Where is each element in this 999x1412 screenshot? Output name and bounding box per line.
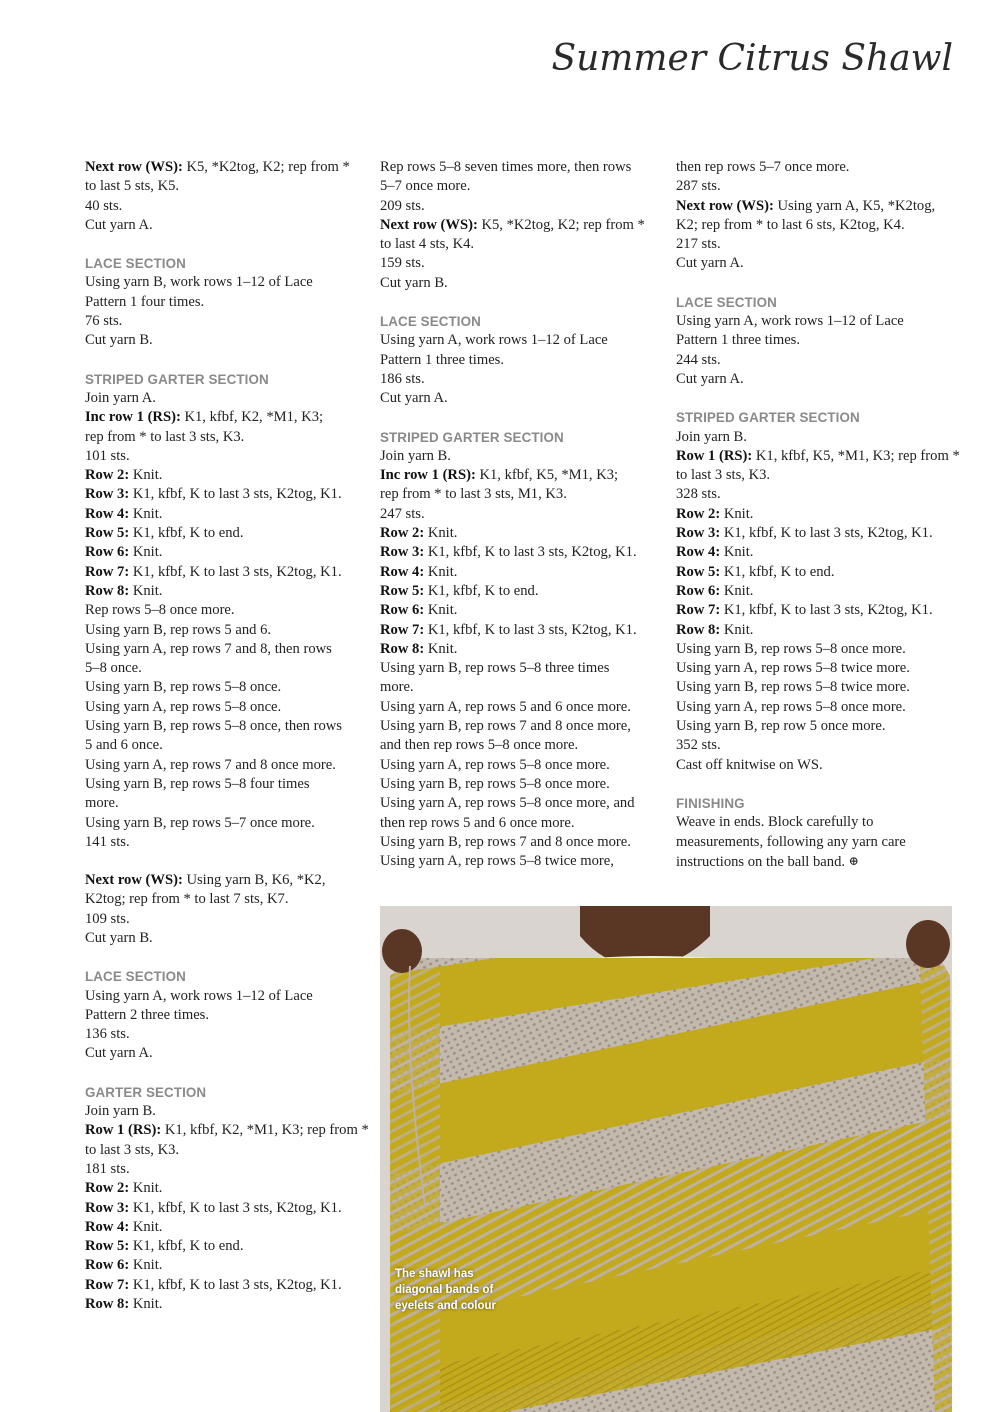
instruction-text: K1, kfbf, K to last 3 sts, K2tog, K1. — [129, 1276, 342, 1293]
pattern-line — [380, 814, 658, 833]
pattern-line — [676, 852, 956, 872]
instruction-text: Cut yarn A. — [380, 390, 448, 407]
pattern-line — [676, 428, 956, 447]
pattern-line — [676, 717, 956, 736]
section-heading: LACE SECTION — [85, 256, 186, 272]
instruction-text: 76 sts. — [85, 313, 123, 330]
pattern-line — [676, 543, 956, 562]
instruction-text: to last 3 sts, K3. — [676, 467, 771, 484]
pattern-line — [380, 505, 658, 524]
pattern-line — [85, 1160, 363, 1179]
pattern-line — [380, 197, 658, 216]
pattern-line — [676, 254, 956, 273]
instruction-text: to last 4 sts, K4. — [380, 236, 475, 253]
pattern-line — [85, 1179, 363, 1198]
instruction-text: Using yarn B, rep rows 5–8 twice more. — [676, 679, 910, 696]
instruction-text: Join yarn B. — [380, 447, 451, 464]
instruction-text: Join yarn B. — [676, 428, 747, 445]
row-label: Row 4: — [85, 1218, 130, 1235]
pattern-line — [85, 563, 363, 582]
instruction-text: Using yarn A, work rows 1–12 of Lace — [676, 313, 904, 330]
pattern-line — [85, 678, 363, 697]
instruction-text: K1, kfbf, K to last 3 sts, K2tog, K1. — [129, 486, 342, 503]
pattern-line — [85, 1025, 363, 1044]
pattern-line — [676, 177, 956, 196]
instruction-text: more. — [85, 795, 119, 812]
row-label: Row 4: — [380, 563, 425, 580]
instruction-text: 5–8 once. — [85, 660, 142, 677]
pattern-line — [676, 698, 956, 717]
pattern-line — [85, 197, 363, 216]
pattern-line — [380, 563, 658, 582]
instruction-text: Using yarn A, K5, *K2tog, — [773, 197, 936, 214]
instruction-text: Cut yarn A. — [676, 255, 744, 272]
row-label: Row 5: — [380, 582, 425, 599]
instruction-text: 141 sts. — [85, 833, 130, 850]
pattern-line — [380, 678, 658, 697]
pattern-line — [380, 775, 658, 794]
pattern-line — [380, 659, 658, 678]
instruction-text: K1, kfbf, K2, *M1, K3; — [180, 409, 324, 426]
pattern-line — [85, 621, 363, 640]
instruction-text: 186 sts. — [380, 370, 425, 387]
pattern-line — [85, 1295, 363, 1314]
pattern-line — [676, 312, 956, 331]
instruction-text: K1, kfbf, K to end. — [720, 563, 835, 580]
instruction-text: Using yarn B, rep rows 5–8 once more. — [676, 640, 906, 657]
pattern-line — [85, 890, 363, 909]
pattern-line — [85, 582, 363, 601]
instruction-text: Using yarn B, rep rows 7 and 8 once more, — [380, 718, 631, 735]
section-heading: STRIPED GARTER SECTION — [85, 371, 269, 387]
section-heading: LACE SECTION — [676, 294, 777, 310]
row-label: Row 7: — [676, 602, 721, 619]
instruction-text: Knit. — [424, 563, 458, 580]
pattern-line — [380, 274, 658, 293]
pattern-line — [676, 485, 956, 504]
instruction-text: Using yarn B, rep rows 5 and 6. — [85, 621, 272, 638]
instruction-text: Cut yarn A. — [85, 1045, 153, 1062]
instruction-text: more. — [380, 679, 414, 696]
instruction-text: measurements, following any yarn care — [676, 833, 906, 850]
instruction-text: Knit. — [129, 544, 163, 561]
pattern-line — [676, 158, 956, 177]
instruction-text: K1, kfbf, K to last 3 sts, K2tog, K1. — [129, 1199, 342, 1216]
row-label: Row 7: — [85, 563, 130, 580]
instruction-text: K1, kfbf, K5, *M1, K3; rep from * — [752, 447, 960, 464]
pattern-line — [85, 158, 363, 177]
pattern-line — [85, 1141, 363, 1160]
pattern-line — [676, 216, 956, 235]
instruction-text: K1, kfbf, K to last 3 sts, K2tog, K1. — [720, 602, 933, 619]
pattern-line — [676, 601, 956, 620]
instruction-text: Using yarn A, rep rows 5–8 twice more, — [380, 853, 614, 870]
pattern-line — [380, 582, 658, 601]
instruction-text: Knit. — [720, 544, 754, 561]
instruction-text: K1, kfbf, K to last 3 sts, K2tog, K1. — [424, 544, 637, 561]
instruction-text: 352 sts. — [676, 737, 721, 754]
pattern-line — [85, 987, 363, 1006]
pattern-line — [676, 466, 956, 485]
row-label: Row 2: — [85, 1180, 130, 1197]
instruction-text: Using yarn B, rep rows 5–7 once more. — [85, 814, 315, 831]
instruction-text: then rep rows 5–7 once more. — [676, 159, 850, 175]
row-label: Row 1 (RS): — [676, 447, 753, 464]
instruction-text: Cast off knitwise on WS. — [676, 756, 823, 773]
instruction-text: then rep rows 5 and 6 once more. — [380, 814, 575, 831]
pattern-line — [85, 814, 363, 833]
instruction-text: Knit. — [720, 621, 754, 638]
pattern-line — [85, 756, 363, 775]
pattern-line — [380, 621, 658, 640]
pattern-line — [676, 833, 956, 852]
instruction-text: 287 sts. — [676, 178, 721, 195]
instruction-text: Pattern 1 four times. — [85, 293, 205, 310]
instruction-text: Knit. — [424, 640, 458, 657]
instruction-text: Knit. — [424, 525, 458, 542]
pattern-line — [85, 659, 363, 678]
pattern-line — [85, 601, 363, 620]
pattern-line — [676, 197, 956, 216]
pattern-line — [380, 698, 658, 717]
pattern-line — [85, 1256, 363, 1275]
instruction-text: Pattern 1 three times. — [380, 351, 505, 368]
instruction-text: 328 sts. — [676, 486, 721, 503]
pattern-column-1 — [85, 158, 369, 1314]
row-label: Row 5: — [85, 1238, 130, 1255]
instruction-text: 5 and 6 once. — [85, 737, 163, 754]
section-heading: GARTER SECTION — [85, 1084, 207, 1100]
instruction-text: 247 sts. — [380, 505, 425, 522]
pattern-line — [85, 408, 363, 427]
pattern-line — [85, 447, 363, 466]
pattern-line — [85, 177, 363, 196]
instruction-text: Cut yarn B. — [380, 274, 448, 291]
instruction-text: Cut yarn A. — [676, 370, 744, 387]
pattern-line — [380, 640, 658, 659]
row-label: Row 2: — [85, 467, 130, 484]
pattern-line — [380, 351, 658, 370]
instruction-text: Using yarn B, rep rows 7 and 8 once more. — [380, 833, 631, 850]
pattern-line — [380, 235, 658, 254]
instruction-text: and then rep rows 5–8 once more. — [380, 737, 579, 754]
instruction-text: Using yarn A, rep rows 5–8 twice more. — [676, 660, 910, 677]
instruction-text: Join yarn A. — [85, 389, 156, 406]
pattern-line — [676, 524, 956, 543]
row-label: Row 8: — [380, 640, 425, 657]
instruction-text: Using yarn A, rep rows 5–8 once. — [85, 698, 282, 715]
pattern-line — [85, 466, 363, 485]
pattern-line — [85, 331, 363, 350]
pattern-line — [85, 871, 363, 890]
instruction-text: K2; rep from * to last 6 sts, K2tog, K4. — [676, 216, 905, 233]
instruction-text: K1, kfbf, K to last 3 sts, K2tog, K1. — [720, 525, 933, 542]
instruction-text: Using yarn A, rep rows 5–8 once more, and — [380, 795, 635, 812]
row-label: Row 5: — [676, 563, 721, 580]
row-label: Row 6: — [380, 602, 425, 619]
row-label: Row 6: — [85, 544, 130, 561]
instruction-text: Using yarn B, rep rows 5–8 once, then rows — [85, 718, 342, 735]
instruction-text: to last 5 sts, K5. — [85, 178, 180, 195]
pattern-line — [676, 351, 956, 370]
instruction-text: 244 sts. — [676, 351, 721, 368]
end-of-pattern-icon: ⊕ — [848, 853, 859, 868]
row-label: Inc row 1 (RS): — [380, 467, 476, 484]
pattern-line — [676, 813, 956, 832]
shawl-photo — [380, 906, 952, 1412]
instruction-text: Rep rows 5–8 seven times more, then rows — [380, 159, 632, 175]
pattern-line — [85, 640, 363, 659]
instruction-text: Using yarn A, rep rows 7 and 8 once more. — [85, 756, 336, 773]
pattern-line — [380, 216, 658, 235]
pattern-line — [85, 273, 363, 292]
instruction-text: Using yarn B, rep rows 5–8 three times — [380, 660, 610, 677]
pattern-line — [676, 447, 960, 466]
instruction-text: Pattern 2 three times. — [85, 1006, 210, 1023]
photo-caption: The shawl has diagonal bands of eyelets and colour — [395, 1268, 496, 1312]
row-label: Next row (WS): — [85, 159, 183, 175]
section-heading: STRIPED GARTER SECTION — [676, 410, 860, 426]
pattern-line — [85, 775, 363, 794]
instruction-text: instructions on the ball band. — [676, 853, 846, 870]
instruction-text: 40 sts. — [85, 197, 123, 214]
instruction-text: 181 sts. — [85, 1160, 130, 1177]
pattern-line — [380, 466, 658, 485]
pattern-line — [85, 1276, 363, 1295]
instruction-text: Using yarn B, rep row 5 once more. — [676, 718, 886, 735]
pattern-line — [85, 389, 363, 408]
instruction-text: Using yarn A, rep rows 7 and 8, then rows — [85, 640, 332, 657]
pattern-line — [85, 1044, 363, 1063]
pattern-line — [380, 543, 658, 562]
instruction-text: Cut yarn A. — [85, 216, 153, 233]
instruction-text: Using yarn A, work rows 1–12 of Lace — [380, 332, 608, 349]
instruction-text: K1, kfbf, K to end. — [424, 582, 539, 599]
pattern-line — [380, 756, 658, 775]
pattern-line — [676, 331, 956, 350]
pattern-line — [85, 1121, 369, 1140]
instruction-text: Using yarn A, work rows 1–12 of Lace — [85, 987, 313, 1004]
instruction-text: K1, kfbf, K to last 3 sts, K2tog, K1. — [129, 563, 342, 580]
instruction-text: to last 3 sts, K3. — [85, 1141, 180, 1158]
instruction-text: Using yarn A, rep rows 5–8 once more. — [676, 698, 906, 715]
section-heading: STRIPED GARTER SECTION — [380, 429, 564, 445]
pattern-line — [85, 428, 363, 447]
instruction-text: Using yarn B, rep rows 5–8 once more. — [380, 775, 610, 792]
instruction-text: Knit. — [129, 582, 163, 599]
instruction-text: rep from * to last 3 sts, M1, K3. — [380, 486, 567, 503]
instruction-text: Pattern 1 three times. — [676, 332, 801, 349]
row-label: Inc row 1 (RS): — [85, 409, 181, 426]
pattern-line — [380, 389, 658, 408]
instruction-text: 209 sts. — [380, 197, 425, 214]
instruction-text: Using yarn A, rep rows 5–8 once more. — [380, 756, 610, 773]
pattern-line — [85, 910, 363, 929]
pattern-line — [380, 254, 658, 273]
pattern-line — [380, 158, 658, 177]
instruction-text: 159 sts. — [380, 255, 425, 272]
row-label: Row 2: — [380, 525, 425, 542]
row-label: Row 6: — [676, 582, 721, 599]
row-label: Row 4: — [85, 505, 130, 522]
pattern-line — [85, 929, 363, 948]
pattern-line — [85, 1218, 363, 1237]
pattern-line — [85, 717, 363, 736]
instruction-text: K5, *K2tog, K2; rep from * — [182, 159, 350, 175]
pattern-line — [85, 794, 363, 813]
pattern-line — [380, 524, 658, 543]
pattern-line — [676, 621, 956, 640]
pattern-line — [676, 582, 956, 601]
row-label: Row 7: — [85, 1276, 130, 1293]
instruction-text: Join yarn B. — [85, 1103, 156, 1120]
pattern-line — [380, 485, 658, 504]
row-label: Row 8: — [85, 582, 130, 599]
row-label: Next row (WS): — [380, 216, 478, 233]
pattern-line — [85, 524, 363, 543]
pattern-line — [380, 177, 658, 196]
instruction-text: K5, *K2tog, K2; rep from * — [477, 216, 645, 233]
pattern-line — [85, 485, 363, 504]
instruction-text: Using yarn A, rep rows 5 and 6 once more. — [380, 698, 631, 715]
instruction-text: 109 sts. — [85, 910, 130, 927]
section-heading: LACE SECTION — [85, 969, 186, 985]
pattern-line — [85, 505, 363, 524]
pattern-line — [85, 293, 363, 312]
pattern-line — [85, 1102, 363, 1121]
row-label: Row 5: — [85, 525, 130, 542]
pattern-line — [380, 717, 658, 736]
pattern-line — [380, 601, 658, 620]
instruction-text: 217 sts. — [676, 236, 721, 253]
instruction-text: Knit. — [424, 602, 458, 619]
row-label: Row 7: — [380, 621, 425, 638]
instruction-text: Rep rows 5–8 once more. — [85, 602, 235, 619]
instruction-text: Knit. — [129, 1296, 163, 1313]
instruction-text: K1, kfbf, K to end. — [129, 1238, 244, 1255]
page-title: Summer Citrus Shawl — [551, 38, 953, 79]
instruction-text: Knit. — [129, 1257, 163, 1274]
row-label: Row 2: — [676, 505, 721, 522]
pattern-line — [85, 736, 363, 755]
row-label: Row 3: — [85, 486, 130, 503]
pattern-line — [380, 736, 658, 755]
pattern-line — [380, 794, 658, 813]
pattern-line — [676, 678, 956, 697]
instruction-text: K1, kfbf, K5, *M1, K3; — [475, 467, 619, 484]
row-label: Next row (WS): — [676, 197, 774, 214]
shawl-illustration — [380, 906, 952, 1412]
instruction-text: Cut yarn B. — [85, 929, 153, 946]
pattern-line — [380, 331, 658, 350]
pattern-line — [380, 852, 658, 871]
pattern-line — [85, 698, 363, 717]
instruction-text: Knit. — [129, 1218, 163, 1235]
instruction-text: Knit. — [129, 1180, 163, 1197]
pattern-line — [380, 447, 658, 466]
instruction-text: K1, kfbf, K to end. — [129, 525, 244, 542]
pattern-line — [85, 543, 363, 562]
row-label: Row 3: — [85, 1199, 130, 1216]
section-heading: FINISHING — [676, 795, 745, 811]
instruction-text: Using yarn B, K6, *K2, — [182, 872, 326, 889]
row-label: Row 4: — [676, 544, 721, 561]
instruction-text: Using yarn B, work rows 1–12 of Lace — [85, 274, 313, 291]
pattern-line — [676, 659, 956, 678]
pattern-line — [85, 833, 363, 852]
pattern-line — [85, 216, 363, 235]
row-label: Next row (WS): — [85, 872, 183, 889]
pattern-line — [676, 756, 956, 775]
row-label: Row 3: — [380, 544, 425, 561]
instruction-text: Using yarn B, rep rows 5–8 four times — [85, 775, 310, 792]
pattern-line — [85, 1237, 363, 1256]
pattern-line — [380, 833, 658, 852]
instruction-text: Knit. — [720, 582, 754, 599]
row-label: Row 8: — [676, 621, 721, 638]
pattern-line — [676, 370, 956, 389]
instruction-text: Using yarn B, rep rows 5–8 once. — [85, 679, 282, 696]
instruction-text: Knit. — [129, 467, 163, 484]
pattern-line — [85, 1199, 363, 1218]
pattern-line — [380, 370, 658, 389]
instruction-text: Knit. — [720, 505, 754, 522]
instruction-text: K1, kfbf, K to last 3 sts, K2tog, K1. — [424, 621, 637, 638]
instruction-text: Weave in ends. Block carefully to — [676, 814, 874, 831]
instruction-text: K1, kfbf, K2, *M1, K3; rep from * — [161, 1122, 369, 1139]
row-label: Row 1 (RS): — [85, 1122, 162, 1139]
pattern-column-2 — [380, 158, 658, 871]
pattern-line — [676, 505, 956, 524]
instruction-text: Knit. — [129, 505, 163, 522]
instruction-text: Cut yarn B. — [85, 332, 153, 349]
instruction-text: K2tog; rep from * to last 7 sts, K7. — [85, 891, 289, 908]
instruction-text: 136 sts. — [85, 1026, 130, 1043]
pattern-line — [676, 736, 956, 755]
row-label: Row 6: — [85, 1257, 130, 1274]
pattern-line — [676, 235, 956, 254]
pattern-line — [85, 1006, 363, 1025]
pattern-line — [85, 312, 363, 331]
pattern-column-3 — [676, 158, 960, 872]
instruction-text: 5–7 once more. — [380, 178, 471, 195]
pattern-line — [676, 563, 956, 582]
instruction-text: 101 sts. — [85, 447, 130, 464]
row-label: Row 3: — [676, 525, 721, 542]
pattern-line — [676, 640, 956, 659]
section-heading: LACE SECTION — [380, 314, 481, 330]
instruction-text: rep from * to last 3 sts, K3. — [85, 428, 245, 445]
row-label: Row 8: — [85, 1296, 130, 1313]
